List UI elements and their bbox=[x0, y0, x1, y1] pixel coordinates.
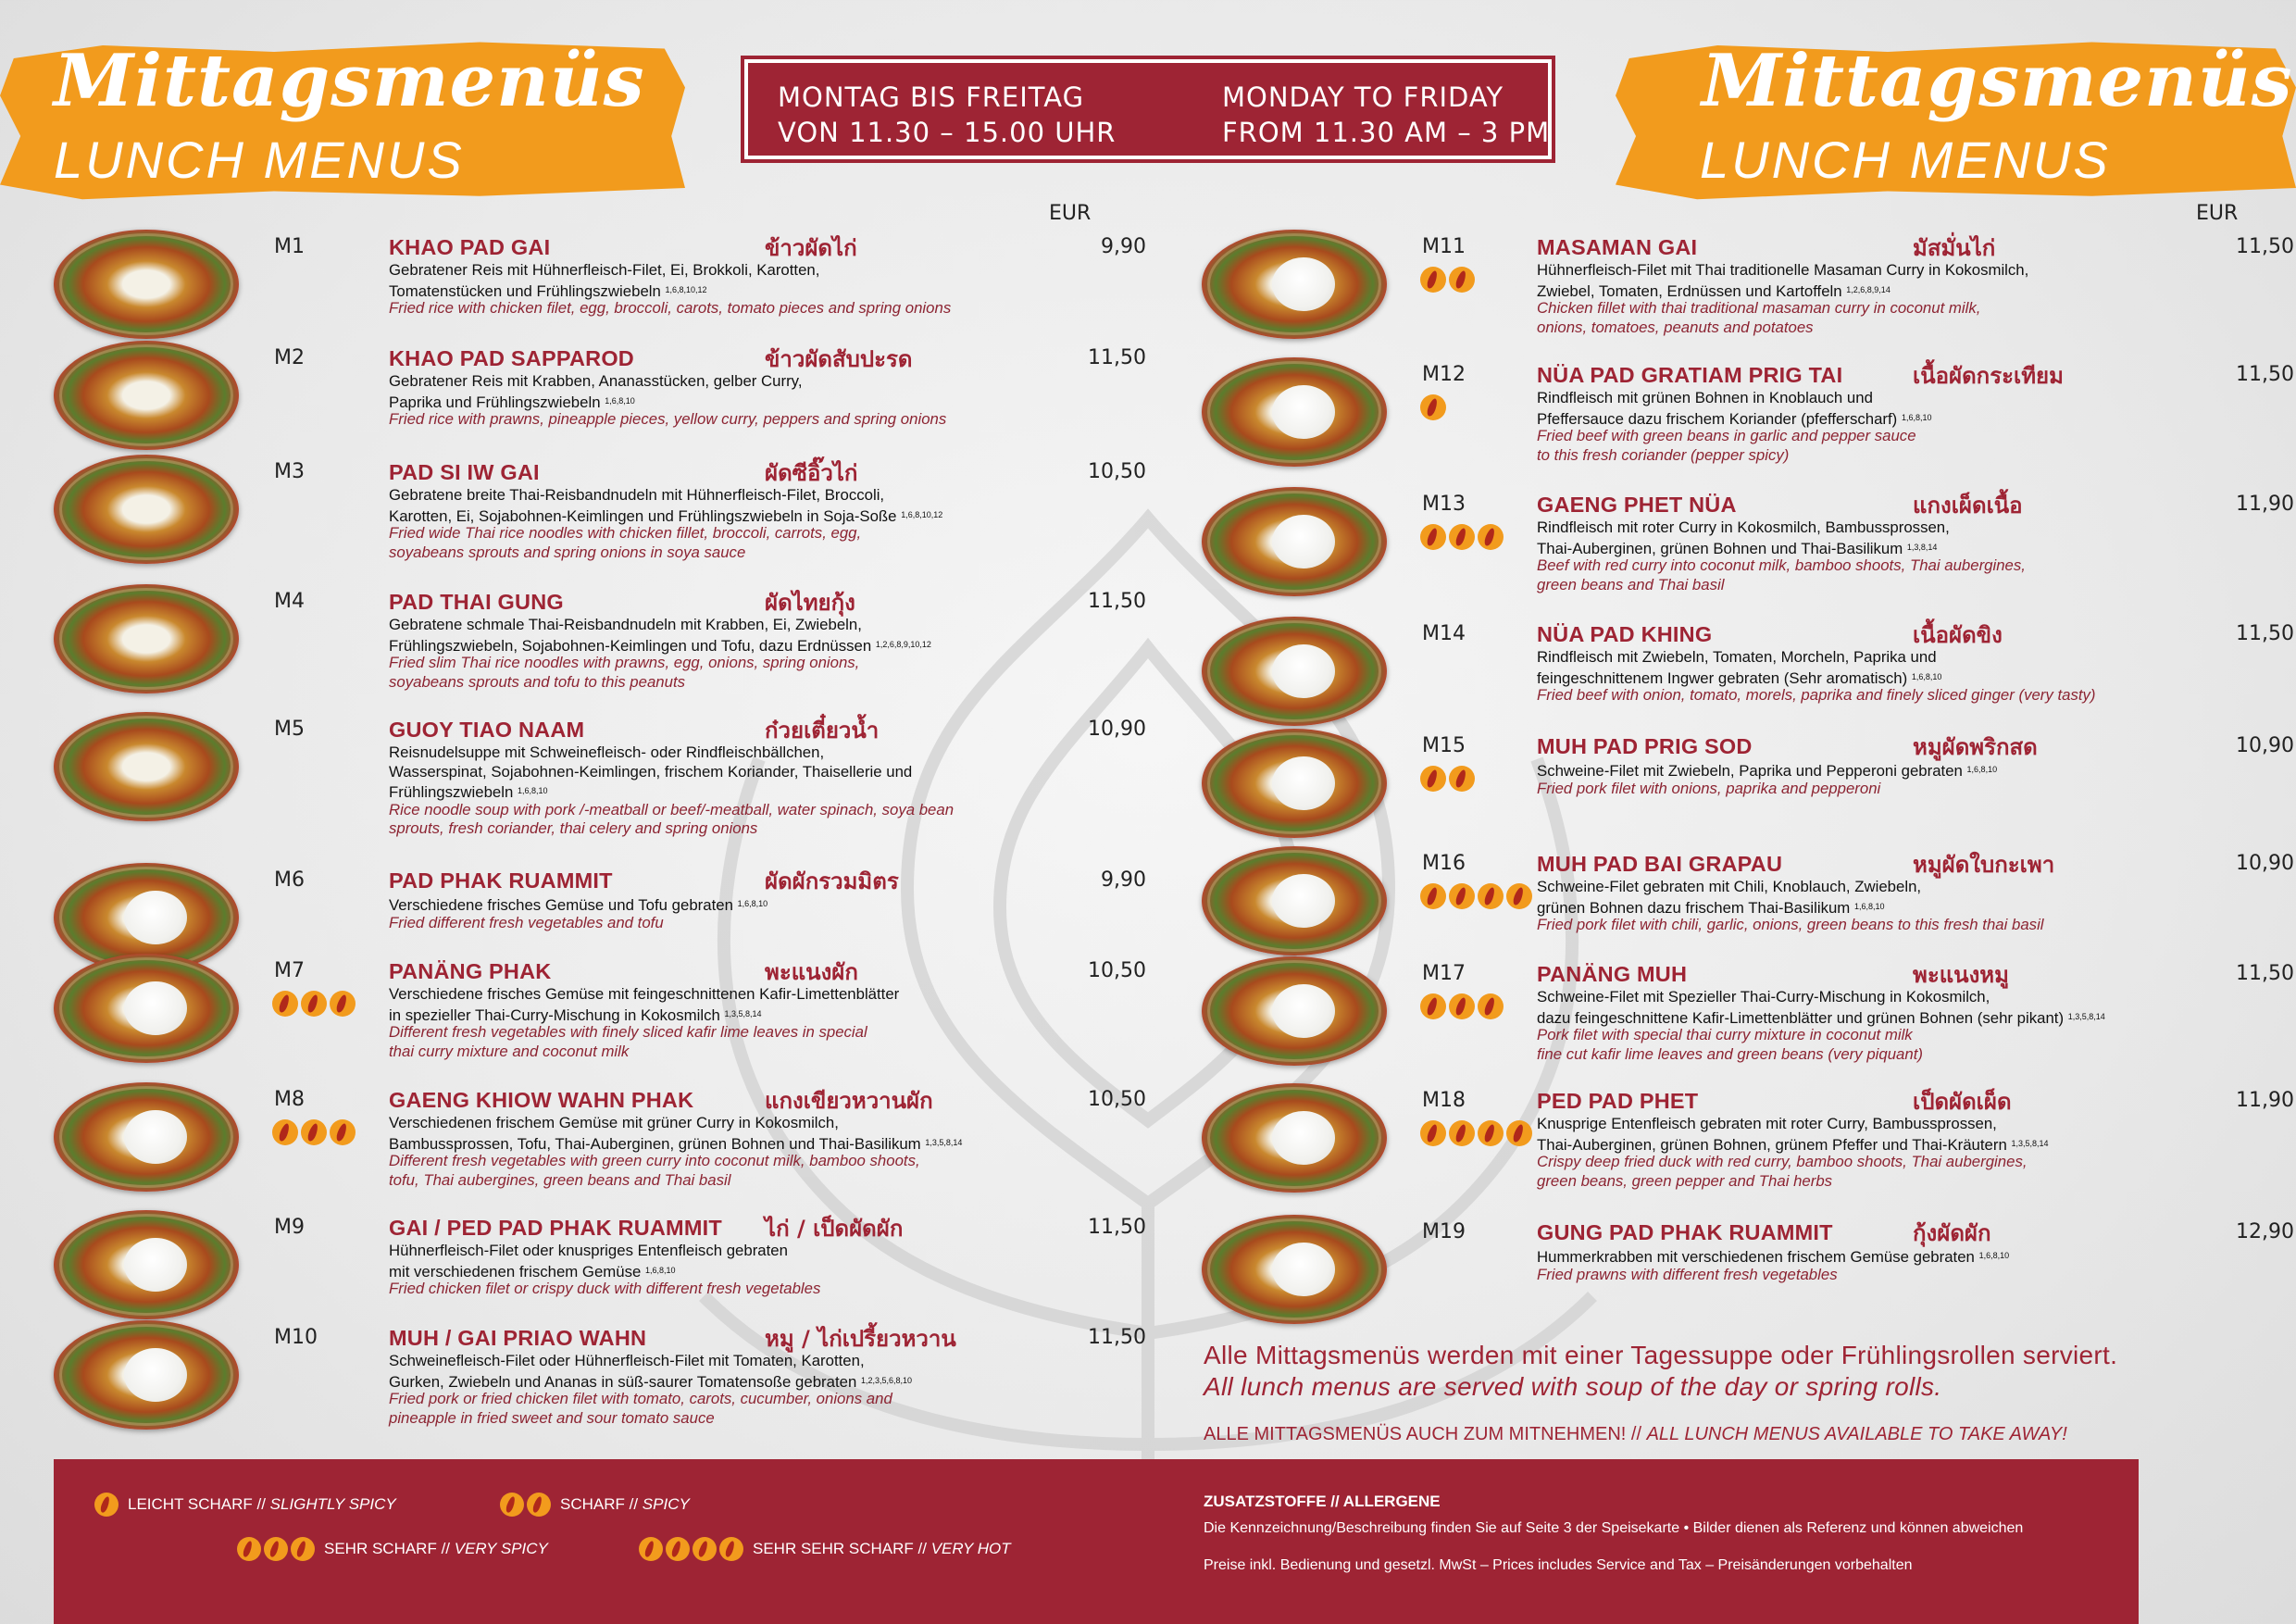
item-description-text: Schweinefleisch-Filet oder Hühnerfleisch-Filet mit Tomaten, Karotten, Gurken, Zwiebeln und Ananas in süß-saurer Tomatensoße gebraten bbox=[389, 1352, 865, 1391]
chili-pepper-icon bbox=[1420, 267, 1446, 293]
takeaway-de: ALLE MITTAGSMENÜS AUCH ZUM MITNEHMEN! // bbox=[1204, 1424, 1647, 1444]
footer-bar bbox=[54, 1459, 2139, 1624]
chili-pepper-icon bbox=[1478, 993, 1504, 1019]
item-name: PAD SI IW GAI bbox=[389, 460, 540, 484]
item-price: 10,90 bbox=[2236, 734, 2294, 757]
item-description-text: Reisnudelsuppe mit Schweinefleisch- oder Rindfleischbällchen, Wasserspinat, Sojabohnen-Keimlingen, frischem Koriander, Thaisellerie und Frühlingszwiebeln bbox=[389, 743, 913, 801]
item-thai-name: ก๋วยเตี๋ยวน้ำ bbox=[765, 718, 880, 743]
item-price: 10,50 bbox=[1088, 1088, 1146, 1111]
menu-item-m4 bbox=[54, 590, 1192, 710]
item-english-description: Fried pork filet with onions, paprika and pepperoni bbox=[1537, 779, 1881, 797]
allergen-codes: 1,3,8,14 bbox=[1906, 542, 1938, 552]
item-english-description: Rice noodle soup with pork /-meatball or beef/-meatball, water spinach, soya bean sprouts, fresh coriander, thai celery and spring onions bbox=[389, 800, 955, 837]
item-description bbox=[1537, 1115, 2185, 1155]
served-with-note-de: Alle Mittagsmenüs werden mit einer Tagessuppe oder Frühlingsrollen serviert. bbox=[1204, 1341, 2118, 1369]
item-name: GUOY TIAO NAAM bbox=[389, 718, 585, 742]
item-price: 11,50 bbox=[2236, 622, 2294, 645]
item-description bbox=[1537, 1246, 2185, 1268]
prices-text: Preise inkl. Bedienung und gesetzl. MwSt – Prices includes Service and Tax – Preisänderungen vorbehalten bbox=[1204, 1557, 1913, 1573]
item-description bbox=[1537, 518, 2185, 558]
spicy-level-indicator bbox=[272, 1119, 356, 1145]
opening-hours-box bbox=[741, 56, 1555, 163]
allergen-codes: 1,6,8,10 bbox=[605, 395, 635, 406]
item-price: 10,50 bbox=[1088, 959, 1146, 982]
item-price: 11,50 bbox=[1088, 590, 1146, 613]
item-english-description: Different fresh vegetables with green curry into coconut milk, bamboo shoots, tofu, Thai aubergines, green beans and Thai basil bbox=[389, 1152, 920, 1189]
item-description bbox=[389, 985, 1037, 1025]
item-thai-name: พะแนงหมู bbox=[1913, 962, 2009, 988]
item-price: 11,50 bbox=[2236, 235, 2294, 258]
chili-pepper-icon bbox=[272, 1119, 298, 1145]
item-description bbox=[389, 616, 1037, 656]
food-plate-photo bbox=[54, 584, 239, 693]
hours-german bbox=[778, 80, 1116, 150]
item-name: NÜA PAD GRATIAM PRIG TAI bbox=[1537, 363, 1843, 387]
legend-label-de: SCHARF // bbox=[560, 1495, 643, 1513]
item-code: M7 bbox=[274, 959, 305, 982]
menu-item-m5 bbox=[54, 718, 1192, 838]
currency-label-right: EUR bbox=[2196, 202, 2239, 225]
chili-pepper-icon bbox=[330, 1119, 356, 1145]
item-english-description: Fried pork filet with chili, garlic, onions, green beans to this fresh thai basil bbox=[1537, 916, 2044, 933]
menu-item-m9 bbox=[54, 1216, 1192, 1336]
item-english-description: Fried wide Thai rice noodles with chicken fillet, broccoli, carrots, egg, soyabeans sprouts and spring onions in soya sauce bbox=[389, 524, 862, 561]
menu-item-m1 bbox=[54, 235, 1192, 356]
item-code: M14 bbox=[1422, 622, 1466, 645]
item-thai-name: ผัดผักรวมมิตร bbox=[765, 868, 899, 894]
chili-pepper-icon bbox=[527, 1493, 551, 1517]
item-english-description: Chicken fillet with thai traditional masaman curry in coconut milk, onions, tomatoes, peanuts and potatoes bbox=[1537, 299, 1981, 336]
item-code: M6 bbox=[274, 868, 305, 892]
legend-very-hot bbox=[639, 1537, 1011, 1561]
item-thai-name: พะแนงผัก bbox=[765, 959, 858, 985]
allergen-text: Die Kennzeichnung/Beschreibung finden Sie auf Seite 3 der Speisekarte • Bilder dienen als Referenz und können abweichen bbox=[1204, 1520, 2024, 1536]
item-english-description: Crispy deep fried duck with red curry, bamboo shoots, Thai aubergines, green beans, green pepper and Thai herbs bbox=[1537, 1153, 2028, 1190]
chili-pepper-icon bbox=[264, 1537, 288, 1561]
allergen-codes: 1,6,8,10 bbox=[645, 1265, 676, 1275]
item-name: PANÄNG MUH bbox=[1537, 962, 1688, 986]
item-english-description: Different fresh vegetables with finely sliced kafir lime leaves in special thai curry mixture and coconut milk bbox=[389, 1023, 867, 1060]
allergen-codes: 1,6,8,10 bbox=[1853, 901, 1885, 911]
chili-pepper-icon bbox=[1449, 267, 1475, 293]
legend-label-en: VERY SPICY bbox=[454, 1540, 548, 1557]
spicy-level-indicator bbox=[1420, 1120, 1532, 1146]
menu-item-m18 bbox=[1202, 1089, 2296, 1209]
food-plate-photo bbox=[1202, 1083, 1387, 1193]
item-code: M1 bbox=[274, 235, 305, 258]
legend-label-de: SEHR SEHR SCHARF // bbox=[753, 1540, 931, 1557]
allergen-codes: 1,6,8,10,12 bbox=[901, 509, 943, 519]
chili-pepper-icon bbox=[291, 1537, 315, 1561]
food-plate-photo bbox=[1202, 487, 1387, 596]
legend-label-en: SPICY bbox=[642, 1495, 690, 1513]
chili-pepper-icon bbox=[1420, 993, 1446, 1019]
item-code: M16 bbox=[1422, 852, 1466, 875]
legend-label-de: LEICHT SCHARF // bbox=[128, 1495, 270, 1513]
legend-label-en: VERY HOT bbox=[930, 1540, 1011, 1557]
allergen-codes: 1,2,3,5,6,8,10 bbox=[860, 1375, 912, 1385]
food-plate-photo bbox=[54, 230, 239, 339]
item-description bbox=[389, 261, 1037, 301]
spicy-level-indicator bbox=[1420, 394, 1446, 420]
item-price: 11,50 bbox=[2236, 363, 2294, 386]
item-description-text: Rindfleisch mit grünen Bohnen in Knoblauch und Pfeffersauce dazu frischem Koriander (pfefferscharf) bbox=[1537, 389, 1898, 428]
item-description-text: Schweine-Filet gebraten mit Chili, Knoblauch, Zwiebeln, grünen Bohnen dazu frischem Thai-Basilikum bbox=[1537, 878, 1922, 917]
legend-label-en: SLIGHTLY SPICY bbox=[269, 1495, 396, 1513]
item-description-text: Gebratener Reis mit Hühnerfleisch-Filet, Ei, Brokkoli, Karotten, Tomatenstücken und Frühlingszwiebeln bbox=[389, 261, 820, 300]
item-code: M15 bbox=[1422, 734, 1466, 757]
menu-item-m10 bbox=[54, 1326, 1192, 1446]
item-code: M4 bbox=[274, 590, 305, 613]
item-price: 12,90 bbox=[2236, 1220, 2294, 1243]
item-code: M13 bbox=[1422, 493, 1466, 516]
item-name: GUNG PAD PHAK RUAMMIT bbox=[1537, 1220, 1833, 1244]
food-plate-photo bbox=[1202, 956, 1387, 1066]
food-plate-photo bbox=[1202, 230, 1387, 339]
subtitle-left: LUNCH MENUS bbox=[54, 131, 465, 189]
spicy-level-indicator bbox=[1420, 267, 1475, 293]
chili-pepper-icon bbox=[1449, 1120, 1475, 1146]
chili-pepper-icon bbox=[301, 1119, 327, 1145]
allergen-codes: 1,3,5,8,14 bbox=[2011, 1138, 2049, 1148]
chili-pepper-icon bbox=[1478, 1120, 1504, 1146]
subtitle-right: LUNCH MENUS bbox=[1700, 131, 2111, 189]
hours-de-line2: VON 11.30 – 15.00 UHR bbox=[778, 117, 1117, 148]
item-description-text: Hühnerfleisch-Filet oder knuspriges Entenfleisch gebraten mit verschiedenen frischem Gemüse bbox=[389, 1242, 788, 1280]
item-description-text: Schweine-Filet mit Spezieller Thai-Curry-Mischung in Kokosmilch, dazu feingeschnittene Kafir-Limettenblätter und grünen Bohnen (sehr pikant) bbox=[1537, 988, 2065, 1027]
spicy-level-indicator bbox=[1420, 766, 1475, 792]
allergen-codes: 1,2,6,8,9,10,12 bbox=[875, 639, 931, 649]
chili-pepper-icon bbox=[719, 1537, 743, 1561]
item-description bbox=[1537, 878, 2185, 918]
item-english-description: Fried rice with chicken filet, egg, broccoli, carots, tomato pieces and spring onions bbox=[389, 299, 952, 317]
item-name: KHAO PAD SAPPAROD bbox=[389, 346, 634, 370]
item-thai-name: หมูผัดใบกะเพา bbox=[1913, 852, 2055, 878]
item-name: MUH PAD PRIG SOD bbox=[1537, 734, 1753, 758]
food-plate-photo bbox=[54, 954, 239, 1063]
item-thai-name: ผัดไทยกุ้ง bbox=[765, 590, 855, 616]
allergen-codes: 1,6,8,10 bbox=[1901, 412, 1932, 422]
food-plate-photo bbox=[54, 1082, 239, 1192]
food-plate-photo bbox=[1202, 729, 1387, 838]
item-description bbox=[1537, 988, 2185, 1028]
menu-item-m15 bbox=[1202, 734, 2296, 855]
food-plate-photo bbox=[54, 1320, 239, 1430]
item-name: MASAMAN GAI bbox=[1537, 235, 1698, 259]
chili-pepper-icon bbox=[237, 1537, 261, 1561]
food-plate-photo bbox=[1202, 846, 1387, 956]
hours-en-line2: FROM 11.30 AM – 3 PM bbox=[1222, 117, 1551, 148]
chili-pepper-icon bbox=[500, 1493, 524, 1517]
item-name: MUH / GAI PRIAO WAHN bbox=[389, 1326, 647, 1350]
chili-pepper-icon bbox=[1420, 394, 1446, 420]
item-code: M18 bbox=[1422, 1089, 1466, 1112]
item-english-description: Beef with red curry into coconut milk, bamboo shoots, Thai aubergines, green beans and Thai basil bbox=[1537, 556, 2026, 593]
item-description-text: Schweine-Filet mit Zwiebeln, Paprika und Pepperoni gebraten bbox=[1537, 762, 1963, 780]
item-description-text: Verschiedene frisches Gemüse mit feingeschnittenen Kafir-Limettenblätter in spezieller Thai-Curry-Mischung in Kokosmilch bbox=[389, 985, 900, 1024]
item-english-description: Fried slim Thai rice noodles with prawns, egg, onions, spring onions, soyabeans sprouts and tofu to this peanuts bbox=[389, 654, 860, 691]
takeaway-en: ALL LUNCH MENUS AVAILABLE TO TAKE AWAY! bbox=[1646, 1424, 2067, 1444]
item-thai-name: หมู / ไก่เปรี้ยวหวาน bbox=[765, 1326, 956, 1352]
item-price: 9,90 bbox=[1101, 868, 1146, 892]
chili-pepper-icon bbox=[1420, 766, 1446, 792]
takeaway-note bbox=[1204, 1424, 2067, 1445]
item-description bbox=[1537, 261, 2185, 301]
chili-pepper-icon bbox=[1449, 524, 1475, 550]
menu-item-m8 bbox=[54, 1088, 1192, 1208]
item-thai-name: ข้าวผัดไก่ bbox=[765, 235, 857, 261]
item-name: PANÄNG PHAK bbox=[389, 959, 552, 983]
item-name: GAENG KHIOW WAHN PHAK bbox=[389, 1088, 694, 1112]
item-code: M12 bbox=[1422, 363, 1466, 386]
item-code: M2 bbox=[274, 346, 305, 369]
chili-pepper-icon bbox=[639, 1537, 663, 1561]
item-english-description: Fried different fresh vegetables and tofu bbox=[389, 913, 664, 931]
item-thai-name: ผัดซีอิ๊วไก่ bbox=[765, 460, 858, 486]
item-english-description: Fried beef with green beans in garlic and pepper sauce to this fresh coriander (pepper spicy) bbox=[1537, 427, 1916, 464]
chili-pepper-icon bbox=[272, 991, 298, 1017]
hours-en-line1: MONDAY TO FRIDAY bbox=[1222, 81, 1504, 113]
item-thai-name: ข้าวผัดสับปะรด bbox=[765, 346, 913, 372]
item-english-description: Fried rice with prawns, pineapple pieces, yellow curry, peppers and spring onions bbox=[389, 410, 947, 428]
item-english-description: Fried prawns with different fresh vegetables bbox=[1537, 1265, 1838, 1283]
menu-item-m13 bbox=[1202, 493, 2296, 613]
spicy-level-indicator bbox=[272, 991, 356, 1017]
food-plate-photo bbox=[1202, 1215, 1387, 1324]
item-description-text: Gebratene breite Thai-Reisbandnudeln mit Hühnerfleisch-Filet, Broccoli, Karotten, Ei, Sojabohnen-Keimlingen und Frühlingszwiebeln in Soja-Soße bbox=[389, 486, 897, 525]
item-description-text: Hummerkrabben mit verschiedenen frischem Gemüse gebraten bbox=[1537, 1248, 1975, 1266]
item-description bbox=[389, 1114, 1037, 1154]
served-with-note-en: All lunch menus are served with soup of the day or spring rolls. bbox=[1204, 1372, 1942, 1401]
item-code: M3 bbox=[274, 460, 305, 483]
chili-pepper-icon bbox=[1449, 993, 1475, 1019]
allergen-codes: 1,3,5,8,14 bbox=[2067, 1011, 2105, 1021]
item-description-text: Hühnerfleisch-Filet mit Thai traditionelle Masaman Curry in Kokosmilch, Zwiebel, Tomaten, Erdnüssen und Kartoffeln bbox=[1537, 261, 2029, 300]
item-thai-name: เนื้อผัดกระเทียม bbox=[1913, 363, 2064, 389]
food-plate-photo bbox=[1202, 357, 1387, 467]
allergen-codes: 1,6,8,10 bbox=[1978, 1251, 2010, 1260]
item-thai-name: เป็ดผัดเผ็ด bbox=[1913, 1089, 2012, 1115]
item-name: PED PAD PHET bbox=[1537, 1089, 1699, 1113]
item-price: 11,50 bbox=[1088, 1216, 1146, 1239]
hours-de-line1: MONTAG BIS FREITAG bbox=[778, 81, 1085, 113]
item-thai-name: กุ้งผัดผัก bbox=[1913, 1220, 1991, 1246]
item-description-text: Verschiedenen frischem Gemüse mit grüner Curry in Kokosmilch, Bambussprossen, Tofu, Thai-Auberginen, grünen Bohnen und Thai-Basilikum bbox=[389, 1114, 921, 1153]
item-description bbox=[389, 1242, 1037, 1281]
currency-label-left: EUR bbox=[1049, 202, 1092, 225]
item-name: PAD THAI GUNG bbox=[389, 590, 564, 614]
menu-item-m16 bbox=[1202, 852, 2296, 972]
chili-pepper-icon bbox=[1420, 1120, 1446, 1146]
chili-pepper-icon bbox=[94, 1493, 119, 1517]
chili-pepper-icon bbox=[666, 1537, 690, 1561]
item-description bbox=[389, 743, 1037, 803]
food-plate-photo bbox=[1202, 617, 1387, 726]
legend-very-spicy bbox=[237, 1537, 548, 1561]
chili-pepper-icon bbox=[1420, 524, 1446, 550]
item-price: 11,50 bbox=[1088, 1326, 1146, 1349]
hours-english bbox=[1222, 80, 1550, 150]
item-description-text: Gebratener Reis mit Krabben, Ananasstücken, gelber Curry, Paprika und Frühlingszwiebeln bbox=[389, 372, 803, 411]
item-price: 11,50 bbox=[2236, 962, 2294, 985]
spicy-level-indicator bbox=[1420, 883, 1532, 909]
menu-item-m3 bbox=[54, 460, 1192, 581]
item-name: PAD PHAK RUAMMIT bbox=[389, 868, 613, 893]
allergen-title: ZUSATZSTOFFE // ALLERGENE bbox=[1204, 1493, 1441, 1510]
item-description bbox=[389, 372, 1037, 412]
item-price: 11,90 bbox=[2236, 493, 2294, 516]
script-title-left: Mittagsmenüs bbox=[54, 39, 645, 123]
item-description bbox=[1537, 389, 2185, 429]
item-description-text: Rindfleisch mit Zwiebeln, Tomaten, Morcheln, Paprika und feingeschnittenem Ingwer gebraten (Sehr aromatisch) bbox=[1537, 648, 1937, 687]
item-code: M10 bbox=[274, 1326, 318, 1349]
item-description bbox=[389, 894, 1037, 916]
chili-pepper-icon bbox=[1506, 1120, 1532, 1146]
chili-pepper-icon bbox=[1478, 524, 1504, 550]
item-description bbox=[1537, 648, 2185, 688]
item-thai-name: ไก่ / เป็ดผัดผัก bbox=[765, 1216, 904, 1242]
chili-pepper-icon bbox=[1506, 883, 1532, 909]
item-description-text: Gebratene schmale Thai-Reisbandnudeln mit Krabben, Ei, Zwiebeln, Frühlingszwiebeln, Sojabohnen-Keimlingen und Tofu, dazu Erdnüssen bbox=[389, 616, 872, 655]
item-description bbox=[1537, 760, 2185, 781]
item-english-description: Fried pork or fried chicken filet with tomato, carots, cucumber, onions and pineapple in fried sweet and sour tomato sauce bbox=[389, 1390, 892, 1427]
allergen-codes: 1,6,8,10 bbox=[737, 899, 768, 908]
item-description bbox=[389, 486, 1037, 526]
item-code: M8 bbox=[274, 1088, 305, 1111]
item-description-text: Knusprige Entenfleisch gebraten mit roter Curry, Bambussprossen, Thai-Auberginen, grünen Bohnen, grünem Pfeffer und Thai-Kräutern bbox=[1537, 1115, 2007, 1154]
food-plate-photo bbox=[54, 455, 239, 564]
menu-item-m11 bbox=[1202, 235, 2296, 356]
item-english-description: Pork filet with special thai curry mixture in coconut milk fine cut kafir lime leaves and green beans (very piquant) bbox=[1537, 1026, 1923, 1063]
menu-item-m17 bbox=[1202, 962, 2296, 1082]
chili-pepper-icon bbox=[1478, 883, 1504, 909]
item-price: 10,90 bbox=[2236, 852, 2294, 875]
menu-item-m7 bbox=[54, 959, 1192, 1080]
allergen-codes: 1,2,6,8,9,14 bbox=[1846, 284, 1890, 294]
allergen-codes: 1,3,5,8,14 bbox=[925, 1137, 963, 1147]
item-code: M19 bbox=[1422, 1220, 1466, 1243]
chili-pepper-icon bbox=[1420, 883, 1446, 909]
allergen-codes: 1,6,8,10 bbox=[1966, 765, 1998, 774]
item-price: 10,50 bbox=[1088, 460, 1146, 483]
chili-pepper-icon bbox=[330, 991, 356, 1017]
item-code: M17 bbox=[1422, 962, 1466, 985]
chili-pepper-icon bbox=[693, 1537, 717, 1561]
legend-slightly-spicy bbox=[94, 1493, 396, 1517]
menu-item-m12 bbox=[1202, 363, 2296, 483]
spicy-level-indicator bbox=[1420, 993, 1504, 1019]
food-plate-photo bbox=[54, 341, 239, 450]
food-plate-photo bbox=[54, 1210, 239, 1319]
allergen-codes: 1,6,8,10 bbox=[518, 786, 548, 795]
menu-item-m19 bbox=[1202, 1220, 2296, 1341]
item-price: 10,90 bbox=[1088, 718, 1146, 741]
legend-label-de: SEHR SCHARF // bbox=[324, 1540, 455, 1557]
menu-item-m14 bbox=[1202, 622, 2296, 743]
script-title-right: Mittagsmenüs bbox=[1702, 39, 2293, 123]
chili-pepper-icon bbox=[1449, 766, 1475, 792]
item-price: 11,90 bbox=[2236, 1089, 2294, 1112]
item-code: M5 bbox=[274, 718, 305, 741]
spicy-level-indicator bbox=[1420, 524, 1504, 550]
item-thai-name: แกงเผ็ดเนื้อ bbox=[1913, 493, 2023, 518]
item-english-description: Fried beef with onion, tomato, morels, paprika and finely sliced ginger (very tasty) bbox=[1537, 686, 2096, 704]
item-price: 9,90 bbox=[1101, 235, 1146, 258]
item-name: KHAO PAD GAI bbox=[389, 235, 551, 259]
legend-spicy bbox=[500, 1493, 690, 1517]
allergen-codes: 1,6,8,10 bbox=[1911, 671, 1942, 681]
item-thai-name: หมูผัดพริกสด bbox=[1913, 734, 2038, 760]
item-thai-name: มัสมั่นไก่ bbox=[1913, 235, 1996, 261]
item-description-text: Rindfleisch mit roter Curry in Kokosmilch, Bambussprossen, Thai-Auberginen, grünen Bohnen und Thai-Basilikum bbox=[1537, 518, 1950, 557]
allergen-codes: 1,3,5,8,14 bbox=[724, 1008, 762, 1018]
item-code: M11 bbox=[1422, 235, 1466, 258]
item-code: M9 bbox=[274, 1216, 305, 1239]
item-price: 11,50 bbox=[1088, 346, 1146, 369]
item-name: GAI / PED PAD PHAK RUAMMIT bbox=[389, 1216, 722, 1240]
item-thai-name: แกงเขียวหวานผัก bbox=[765, 1088, 933, 1114]
chili-pepper-icon bbox=[1449, 883, 1475, 909]
item-description-text: Verschiedene frisches Gemüse und Tofu gebraten bbox=[389, 896, 733, 914]
item-thai-name: เนื้อผัดขิง bbox=[1913, 622, 2003, 648]
item-name: NÜA PAD KHING bbox=[1537, 622, 1713, 646]
allergen-codes: 1,6,8,10,12 bbox=[665, 284, 707, 294]
item-name: MUH PAD BAI GRAPAU bbox=[1537, 852, 1783, 876]
item-description bbox=[389, 1352, 1037, 1392]
item-english-description: Fried chicken filet or crispy duck with different fresh vegetables bbox=[389, 1280, 821, 1297]
food-plate-photo bbox=[54, 712, 239, 821]
chili-pepper-icon bbox=[301, 991, 327, 1017]
item-name: GAENG PHET NÜA bbox=[1537, 493, 1737, 517]
menu-item-m2 bbox=[54, 346, 1192, 467]
